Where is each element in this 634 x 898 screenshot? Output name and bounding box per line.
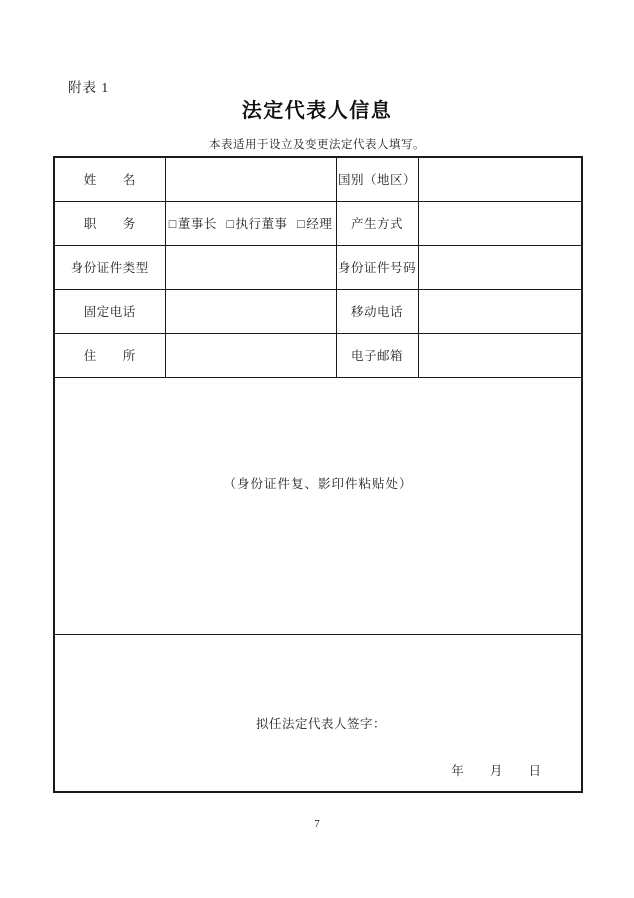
table-row [54, 157, 582, 201]
checkbox-square-icon: □ [168, 217, 177, 231]
position-label: 职 务 [54, 201, 165, 245]
email-label: 电子邮箱 [336, 333, 418, 377]
checkbox-chairman-label: 董事长 [177, 217, 217, 231]
mobile-label: 移动电话 [336, 289, 418, 333]
checkbox-square-icon: □ [226, 217, 235, 231]
id-type-input-cell[interactable] [165, 245, 336, 289]
table-row [54, 333, 582, 377]
table-row [54, 245, 582, 289]
year-label: 年 [451, 764, 464, 778]
id-number-label: 身份证件号码 [336, 245, 418, 289]
checkbox-square-icon: □ [297, 217, 306, 231]
residence-label: 住 所 [54, 333, 165, 377]
checkbox-executive-director-label: 执行董事 [235, 217, 288, 231]
page-number: 7 [314, 818, 320, 830]
selection-method-input-cell[interactable] [418, 201, 582, 245]
paste-area-hint: （身份证件复、影印件粘贴处） [223, 476, 413, 491]
table-row [54, 634, 582, 792]
name-input-cell[interactable] [165, 157, 336, 201]
checkbox-chairman[interactable] [169, 214, 217, 232]
residence-input-cell[interactable] [165, 333, 336, 377]
table-row [54, 289, 582, 333]
page-title: 法定代表人信息 [241, 100, 393, 122]
legal-representative-form-table [53, 156, 583, 793]
signature-area[interactable] [54, 634, 582, 792]
id-copy-paste-area[interactable] [54, 377, 582, 634]
name-label: 姓 名 [54, 157, 165, 201]
day-label: 日 [528, 764, 541, 778]
checkbox-manager-label: 经理 [306, 217, 333, 231]
table-row [54, 377, 582, 634]
landline-label: 固定电话 [54, 289, 165, 333]
checkbox-manager[interactable] [297, 214, 332, 232]
email-input-cell[interactable] [418, 333, 582, 377]
appendix-label: 附表 1 [68, 80, 110, 95]
month-label: 月 [489, 764, 503, 778]
position-options-cell [165, 201, 336, 245]
landline-input-cell[interactable] [165, 289, 336, 333]
signature-label: 拟任法定代表人签字： [255, 716, 386, 731]
selection-method-label: 产生方式 [336, 201, 418, 245]
date-line [451, 761, 541, 779]
id-type-label: 身份证件类型 [54, 245, 165, 289]
page-subtitle: 本表适用于设立及变更法定代表人填写。 [209, 139, 425, 151]
checkbox-executive-director[interactable] [226, 214, 287, 232]
id-number-input-cell[interactable] [418, 245, 582, 289]
country-region-input-cell[interactable] [418, 157, 582, 201]
mobile-input-cell[interactable] [418, 289, 582, 333]
table-row [54, 201, 582, 245]
country-region-label: 国别（地区） [336, 157, 418, 201]
